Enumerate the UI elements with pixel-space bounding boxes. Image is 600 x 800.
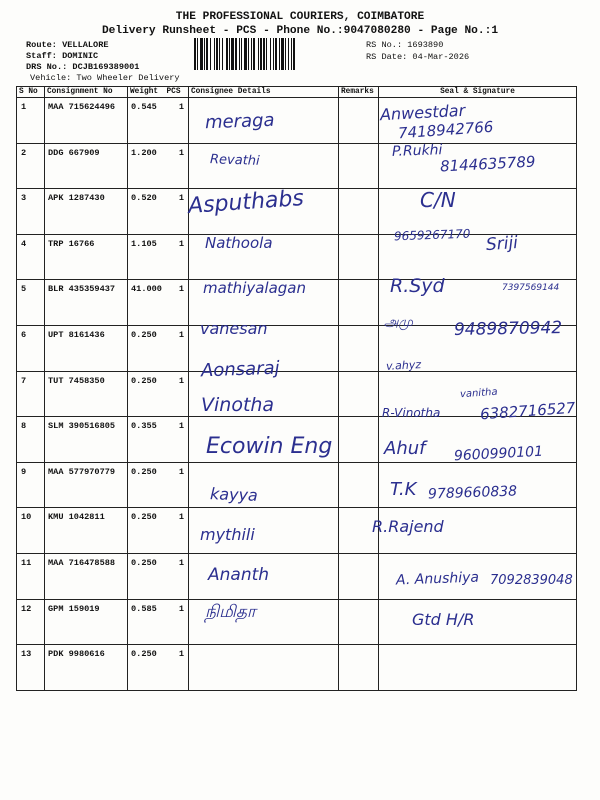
row-sno: 4 — [17, 234, 45, 280]
table-row — [17, 508, 577, 554]
handwritten-signature: அமு — [384, 315, 413, 330]
row-consignment-no: TRP 16766 — [45, 234, 128, 280]
handwritten-consignee: mathiyalagan — [203, 279, 307, 298]
row-consignment-no: GPM 159019 — [45, 599, 128, 645]
vehicle-field: Vehicle: Two Wheeler Delivery — [30, 73, 180, 83]
row-sno: 2 — [17, 143, 45, 189]
row-remarks-cell — [339, 189, 379, 235]
row-weight: 1.105 — [128, 234, 165, 280]
row-remarks-cell — [339, 98, 379, 144]
row-weight: 0.520 — [128, 189, 165, 235]
handwritten-signature: A. Anushiya — [395, 569, 480, 589]
row-sno: 11 — [17, 553, 45, 599]
row-consignment-no: TUT 7458350 — [45, 371, 128, 417]
row-sno: 1 — [17, 98, 45, 144]
row-seal-cell — [379, 645, 577, 691]
table-row — [17, 645, 577, 691]
handwritten-signature: R-Vinotha — [382, 406, 441, 421]
row-weight: 0.250 — [128, 553, 165, 599]
row-weight: 0.355 — [128, 417, 165, 463]
row-pcs: 1 — [165, 371, 189, 417]
row-pcs: 1 — [165, 98, 189, 144]
handwritten-signature: v.ahyz — [385, 357, 422, 373]
handwritten-consignee: Asputhabs — [187, 186, 305, 220]
row-remarks-cell — [339, 325, 379, 371]
handwritten-note: vanitha — [459, 386, 498, 401]
row-seal-cell — [379, 189, 577, 235]
row-consignment-no: APK 1287430 — [45, 189, 128, 235]
row-consignment-no: MAA 715624496 — [45, 98, 128, 144]
col-pcs: PCS — [165, 87, 189, 98]
row-remarks-cell — [339, 553, 379, 599]
handwritten-signature: Ahuf — [384, 437, 426, 459]
row-pcs: 1 — [165, 325, 189, 371]
row-weight: 0.545 — [128, 98, 165, 144]
row-weight: 41.000 — [128, 280, 165, 326]
handwritten-phone: 6382716527 — [479, 398, 576, 424]
row-remarks-cell — [339, 599, 379, 645]
row-weight: 0.250 — [128, 508, 165, 554]
row-pcs: 1 — [165, 553, 189, 599]
handwritten-signature: Anwestdar — [379, 100, 466, 125]
handwritten-consignee: Ecowin Eng — [206, 433, 333, 459]
rs-number: RS No.: 1693890 — [366, 40, 444, 50]
staff-field: Staff: DOMINIC — [26, 51, 99, 61]
row-consignment-no: MAA 577970779 — [45, 462, 128, 508]
handwritten-consignee: kayya — [209, 484, 259, 506]
handwritten-consignee: mythili — [200, 525, 255, 544]
handwritten-consignee: நிமிதா — [205, 602, 256, 623]
row-sno: 10 — [17, 508, 45, 554]
row-weight: 0.585 — [128, 599, 165, 645]
handwritten-phone: 9600990101 — [453, 443, 544, 465]
runsheet-subtitle: Delivery Runsheet - PCS - Phone No.:9047080280 - Page No.:1 — [101, 25, 499, 37]
handwritten-consignee: Nathoola — [205, 233, 273, 252]
row-sno: 13 — [17, 645, 45, 691]
row-pcs: 1 — [165, 280, 189, 326]
row-seal-cell — [379, 599, 577, 645]
rs-date: RS Date: 04-Mar-2026 — [366, 52, 470, 62]
handwritten-consignee: meraga — [204, 109, 275, 134]
row-pcs: 1 — [165, 645, 189, 691]
row-remarks-cell — [339, 417, 379, 463]
handwritten-consignee: Vinotha — [201, 394, 275, 417]
drs-barcode — [194, 38, 359, 70]
handwritten-consignee: Ananth — [208, 564, 270, 585]
handwritten-phone: 7418942766 — [397, 117, 494, 143]
handwritten-signature: P.Rukhi — [391, 141, 443, 160]
row-pcs: 1 — [165, 599, 189, 645]
drs-number: DRS No.: DCJB169389001 — [26, 62, 140, 72]
row-sno: 3 — [17, 189, 45, 235]
row-remarks-cell — [339, 462, 379, 508]
row-sno: 5 — [17, 280, 45, 326]
row-pcs: 1 — [165, 189, 189, 235]
row-consignment-no: SLM 390516805 — [45, 417, 128, 463]
handwritten-signature: C/N — [420, 188, 456, 213]
table-row — [17, 599, 577, 645]
row-remarks-cell — [339, 234, 379, 280]
col-consignee: Consignee Details — [189, 87, 339, 98]
handwritten-phone: 7397569144 — [502, 283, 560, 294]
row-consignment-no: MAA 716478588 — [45, 553, 128, 599]
handwritten-consignee: vanesan — [200, 319, 268, 338]
handwritten-phone: 9659267170 — [393, 226, 471, 244]
row-weight: 0.250 — [128, 645, 165, 691]
row-remarks-cell — [339, 143, 379, 189]
row-pcs: 1 — [165, 143, 189, 189]
row-consignment-no: KMU 1042811 — [45, 508, 128, 554]
route-field: Route: VELLALORE — [26, 40, 109, 50]
handwritten-phone: 9789660838 — [427, 483, 518, 503]
row-consignment-no: UPT 8161436 — [45, 325, 128, 371]
handwritten-signature: T.K — [390, 479, 417, 501]
handwritten-signature: R.Syd — [390, 275, 445, 298]
handwritten-phone: 7092839048 — [490, 572, 573, 588]
row-remarks-cell — [339, 371, 379, 417]
row-sno: 8 — [17, 417, 45, 463]
row-pcs: 1 — [165, 462, 189, 508]
handwritten-signature: Sriji — [485, 232, 519, 255]
row-sno: 6 — [17, 325, 45, 371]
row-weight: 1.200 — [128, 143, 165, 189]
row-weight: 0.250 — [128, 371, 165, 417]
row-consignment-no: PDK 9980616 — [45, 645, 128, 691]
handwritten-signature: Gtd H/R — [412, 610, 475, 630]
row-sno: 12 — [17, 599, 45, 645]
handwritten-signature: R.Rajend — [372, 517, 444, 536]
row-consignment-no: DDG 667909 — [45, 143, 128, 189]
col-sno: S No — [17, 87, 45, 98]
row-remarks-cell — [339, 280, 379, 326]
col-weight: Weight — [128, 87, 165, 98]
col-seal: Seal & Signature — [379, 87, 577, 98]
row-consignment-no: BLR 435359437 — [45, 280, 128, 326]
row-consignee-cell — [189, 645, 339, 691]
row-pcs: 1 — [165, 234, 189, 280]
col-remarks: Remarks — [339, 87, 379, 98]
row-sno: 7 — [17, 371, 45, 417]
row-remarks-cell — [339, 645, 379, 691]
row-weight: 0.250 — [128, 462, 165, 508]
col-consignment: Consignment No — [45, 87, 128, 98]
row-pcs: 1 — [165, 417, 189, 463]
table-header — [17, 87, 577, 98]
handwritten-consignee: Revathi — [209, 151, 260, 169]
company-name: THE PROFESSIONAL COURIERS, COIMBATORE — [175, 11, 425, 23]
row-pcs: 1 — [165, 508, 189, 554]
handwritten-consignee: Aonsaraj — [200, 357, 280, 381]
handwritten-phone: 8144635789 — [439, 152, 536, 176]
row-weight: 0.250 — [128, 325, 165, 371]
row-sno: 9 — [17, 462, 45, 508]
handwritten-phone: 9489870942 — [453, 318, 563, 340]
